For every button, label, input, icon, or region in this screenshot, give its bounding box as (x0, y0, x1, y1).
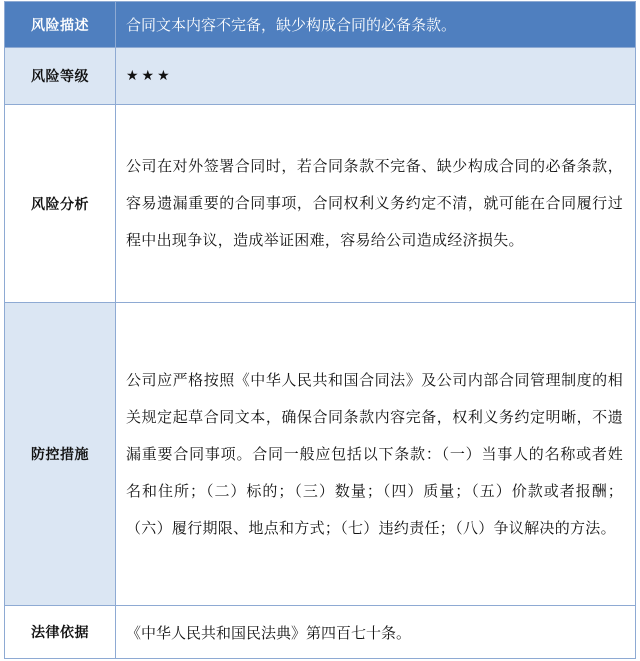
risk-level-stars: ★★★ (116, 48, 636, 105)
risk-description-content: 合同文本内容不完备，缺少构成合同的必备条款。 (116, 2, 636, 48)
legal-basis-row (5, 606, 636, 659)
risk-description-row (5, 2, 636, 48)
control-measures-label: 防控措施 (5, 303, 116, 606)
risk-analysis-content: 公司在对外签署合同时，若合同条款不完备、缺少构成合同的必备条款，容易遗漏重要的合同事项，合同权利义务约定不清，就可能在合同履行过程中出现争议，造成举证困难，容易给公司造成经济损失。 (126, 157, 623, 249)
risk-analysis-label: 风险分析 (5, 105, 116, 303)
control-measures-row (5, 303, 636, 606)
risk-analysis-row (5, 105, 636, 303)
risk-level-row (5, 48, 636, 105)
risk-description-label: 风险描述 (5, 2, 116, 48)
control-measures-content: 公司应严格按照《中华人民共和国合同法》及公司内部合同管理制度的相关规定起草合同文本，确保合同条款内容完备，权利义务约定明晰，不遗漏重要合同事项。合同一般应包括以下条款：（一）当事人的名称或者姓名和住所；（二）标的；（三）数量；（四）质量；（五）价款或者报酬；（六）履行期限、地点和方式；（七）违约责任；（八）争议解决的方法。 (126, 370, 623, 537)
legal-basis-label: 法律依据 (5, 606, 116, 659)
legal-basis-content: 《中华人民共和国民法典》第四百七十条。 (116, 606, 636, 659)
risk-level-label: 风险等级 (5, 48, 116, 105)
risk-table (4, 1, 636, 659)
